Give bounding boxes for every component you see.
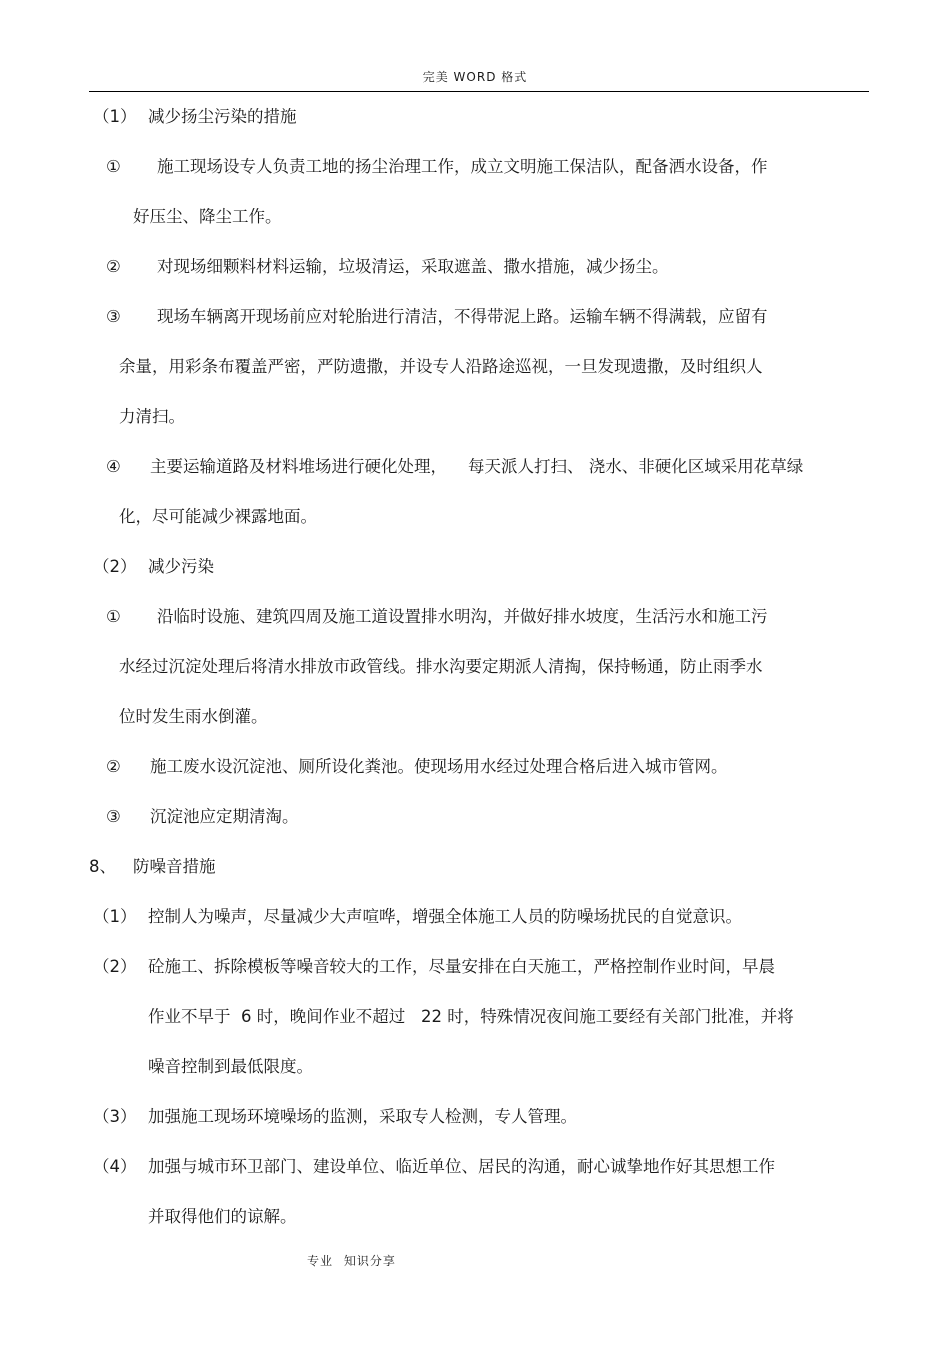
- paragraph-line: 施工现场设专人负责工地的扬尘治理工作，成立文明施工保洁队，配备洒水设备，作: [157, 157, 768, 176]
- item-marker: （3）: [93, 1107, 137, 1126]
- section-marker: （1）: [93, 107, 137, 126]
- paragraph-line: 加强施工现场环境噪场的监测，采取专人检测，专人管理。: [148, 1107, 577, 1126]
- paragraph-line: 现场车辆离开现场前应对轮胎进行清洁，不得带泥上路。运输车辆不得满载，应留有: [157, 307, 768, 326]
- paragraph-line: 加强与城市环卫部门、建设单位、临近单位、居民的沟通，耐心诚挚地作好其思想工作: [148, 1157, 775, 1176]
- paragraph-line: 力清扫。: [119, 407, 185, 426]
- paragraph-line: 好压尘、降尘工作。: [133, 207, 282, 226]
- heading-title: 防噪音措施: [133, 857, 216, 876]
- paragraph-line: 化，尽可能减少裸露地面。: [119, 507, 317, 526]
- paragraph-line: 噪音控制到最低限度。: [148, 1057, 313, 1076]
- item-marker: （4）: [93, 1157, 137, 1176]
- paragraph-line: 水经过沉淀处理后将清水排放市政管线。排水沟要定期派人清掏，保持畅通，防止雨季水: [119, 657, 763, 676]
- paragraph-line: 对现场细颗料材料运输，垃圾清运，采取遮盖、撒水措施，减少扬尘。: [157, 257, 669, 276]
- item-marker: ①: [106, 607, 121, 626]
- page-footer: 专业 知识分享: [307, 1254, 396, 1268]
- item-marker: （2）: [93, 957, 137, 976]
- paragraph-line: 砼施工、拆除模板等噪音较大的工作，尽量安排在白天施工，严格控制作业时间，早晨: [148, 957, 775, 976]
- paragraph-line: 主要运输道路及材料堆场进行硬化处理， 每天派人打扫、 浇水、非硬化区域采用花草绿: [150, 457, 804, 476]
- heading-number: 8、: [89, 857, 116, 876]
- paragraph-line: 余量，用彩条布覆盖严密，严防遗撒，并设专人沿路途巡视，一旦发现遗撒，及时组织人: [119, 357, 763, 376]
- paragraph-line: 施工废水设沉淀池、厕所设化粪池。使现场用水经过处理合格后进入城市管网。: [150, 757, 728, 776]
- header-rule: [89, 91, 869, 92]
- section-marker: （2）: [93, 557, 137, 576]
- page-header: 完美 WORD 格式: [422, 70, 528, 84]
- item-marker: ②: [106, 757, 121, 776]
- paragraph-line: 沿临时设施、建筑四周及施工道设置排水明沟，并做好排水坡度，生活污水和施工污: [157, 607, 768, 626]
- paragraph-line: 并取得他们的谅解。: [148, 1207, 297, 1226]
- paragraph-line: 位时发生雨水倒灌。: [119, 707, 268, 726]
- section-title: 减少污染: [148, 557, 214, 576]
- paragraph-line: 沉淀池应定期清淘。: [150, 807, 299, 826]
- item-marker: ③: [106, 307, 121, 326]
- section-title: 减少扬尘污染的措施: [148, 107, 297, 126]
- item-marker: （1）: [93, 907, 137, 926]
- paragraph-line: 控制人为噪声，尽量减少大声喧哗，增强全体施工人员的防噪场扰民的自觉意识。: [148, 907, 742, 926]
- item-marker: ④: [106, 457, 121, 476]
- item-marker: ③: [106, 807, 121, 826]
- item-marker: ②: [106, 257, 121, 276]
- item-marker: ①: [106, 157, 121, 176]
- paragraph-line: 作业不早于 6 时，晚间作业不超过 22 时，特殊情况夜间施工要经有关部门批准，并将: [148, 1007, 794, 1026]
